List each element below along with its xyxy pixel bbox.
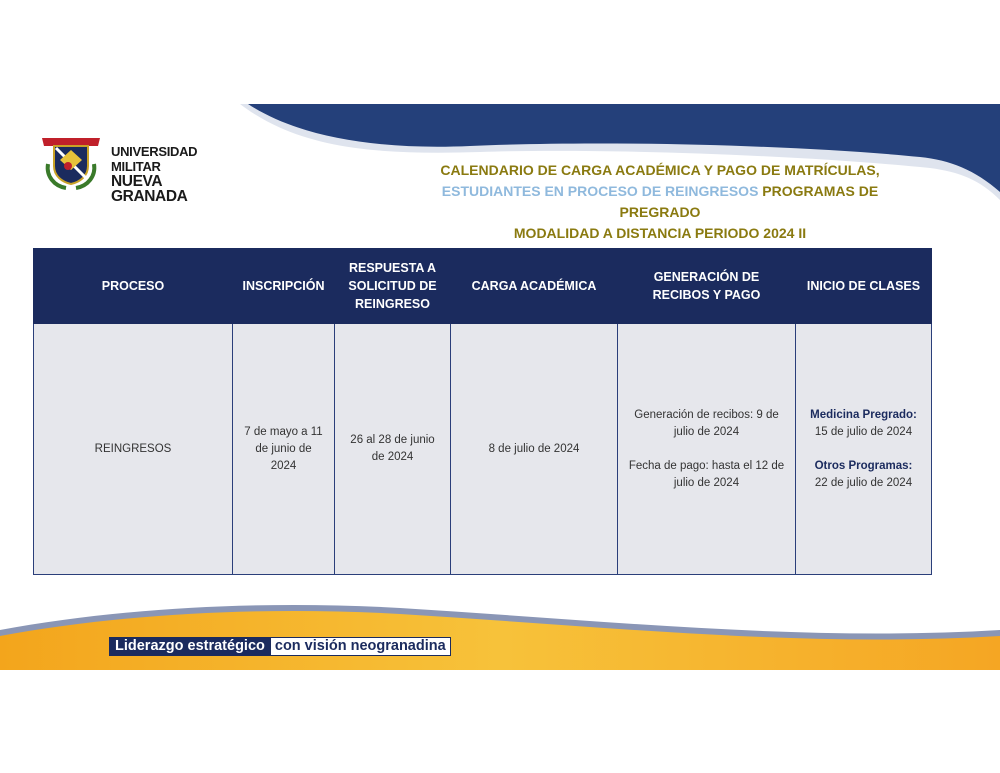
cell-inscripcion: 7 de mayo a 11 de junio de 2024 (233, 324, 335, 575)
table-row (34, 324, 932, 575)
header-generacion: GENERACIÓN DE RECIBOS Y PAGO (618, 249, 796, 324)
slogan (109, 637, 451, 656)
title-highlight: ESTUDIANTES EN PROCESO DE REINGRESOS (441, 183, 759, 199)
university-name-line1: UNIVERSIDAD MILITAR (111, 144, 198, 174)
cell-carga: 8 de julio de 2024 (451, 324, 618, 575)
slogan-part2: con visión neogranadina (270, 637, 451, 656)
title-line3: MODALIDAD A DISTANCIA PERIODO 2024 II (513, 225, 807, 241)
header-inicio: INICIO DE CLASES (796, 249, 932, 324)
title-line2-rest: PROGRAMAS DE PREGRADO (619, 183, 879, 220)
cell-respuesta: 26 al 28 de junio de 2024 (335, 324, 451, 575)
otros-label: Otros Programas: (814, 459, 913, 472)
table-header-row (34, 249, 932, 324)
slogan-part1: Liderazgo estratégico (109, 637, 270, 656)
medicina-fecha: 15 de julio de 2024 (814, 425, 913, 438)
medicina-label: Medicina Pregrado: (810, 408, 917, 421)
title-line1: CALENDARIO DE CARGA ACADÉMICA Y PAGO DE MATRÍCULAS, (440, 162, 880, 178)
cell-proceso: REINGRESOS (34, 324, 233, 575)
title-line2 (400, 181, 920, 223)
cell-generacion (618, 324, 796, 575)
calendar-table (33, 248, 932, 575)
university-name-line2: NUEVA GRANADA (111, 173, 188, 205)
university-shield-icon (38, 126, 104, 192)
header-carga: CARGA ACADÉMICA (451, 249, 618, 324)
university-name (111, 144, 238, 204)
header-inscripcion: INSCRIPCIÓN (233, 249, 335, 324)
footer-wave (0, 590, 1000, 670)
cell-inicio (796, 324, 932, 575)
generacion-recibos-text: Generación de recibos: 9 de julio de 2024 (634, 408, 779, 438)
otros-fecha: 22 de julio de 2024 (814, 476, 913, 489)
page-title (400, 160, 920, 244)
university-logo (38, 126, 238, 205)
header-proceso: PROCESO (34, 249, 233, 324)
header-respuesta: RESPUESTA A SOLICITUD DE REINGRESO (335, 249, 451, 324)
fecha-pago-text: Fecha de pago: hasta el 12 de julio de 2024 (628, 459, 785, 489)
